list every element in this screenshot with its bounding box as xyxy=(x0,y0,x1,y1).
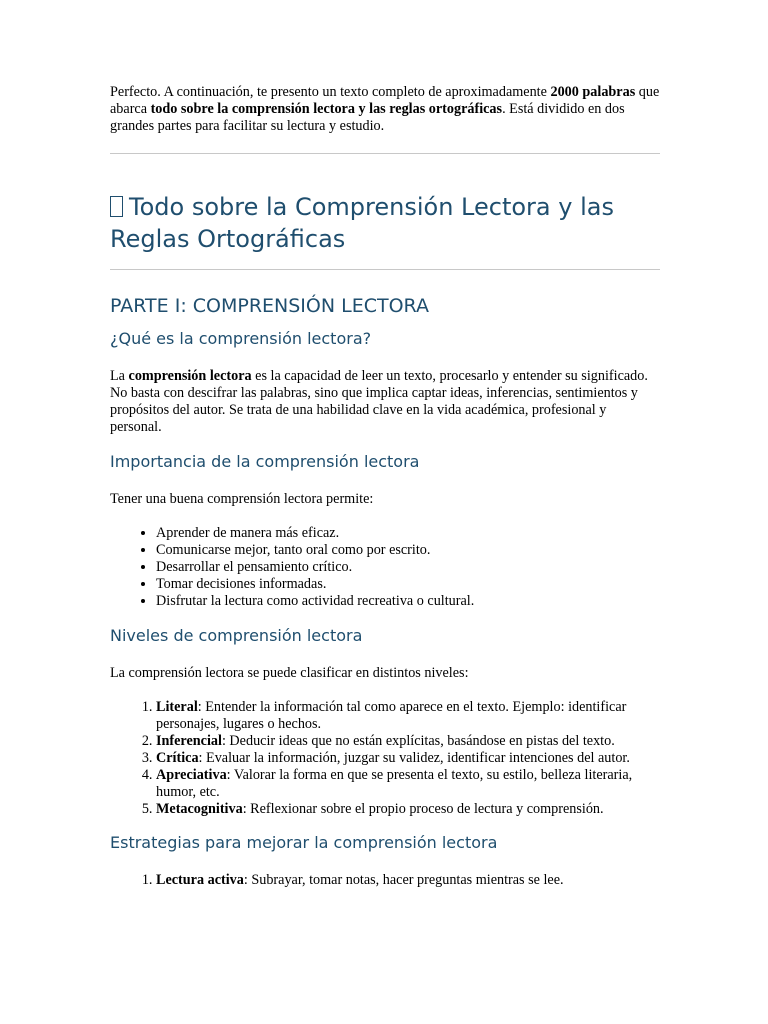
paragraph-bold-term: comprensión lectora xyxy=(128,368,252,384)
list-item xyxy=(156,801,660,818)
intro-text: . Está dividido en dos grandes partes para facilitar su lectura y estudio. xyxy=(110,101,625,134)
list-item-desc: : Deducir ideas que no están explícitas, basándose en pistas del texto. xyxy=(221,733,615,749)
list-item xyxy=(156,767,660,801)
section-heading-niveles: Niveles de comprensión lectora xyxy=(110,626,363,645)
list-item: • Disfrutar la lectura como actividad recreativa o cultural. xyxy=(156,593,660,610)
list-item: • Tomar decisiones informadas. xyxy=(156,576,660,593)
intro-paragraph xyxy=(110,84,660,135)
list-item xyxy=(156,699,660,733)
section-heading-estrategias: Estrategias para mejorar la comprensión lectora xyxy=(110,833,498,852)
divider xyxy=(110,269,660,270)
list-item-desc: : Valorar la forma en que se presenta el texto, su estilo, belleza literaria, humor, etc. xyxy=(156,767,633,800)
importancia-list xyxy=(110,525,660,610)
part-heading: PARTE I: COMPRENSIÓN LECTORA xyxy=(110,295,429,317)
importancia-intro: Tener una buena comprensión lectora permite: xyxy=(110,491,374,507)
list-item-desc: : Entender la información tal como aparece en el texto. Ejemplo: identificar personajes, lugares o hechos. xyxy=(156,699,627,732)
list-item xyxy=(156,750,660,767)
paragraph-text: es la capacidad de leer un texto, procesarlo y entender su significado. No basta con descifrar las palabras, sino que implica captar ideas, inferencias, sentimientos y propósitos del autor. Se trata de una habilidad clave en la vida académica, profesional y personal. xyxy=(110,368,648,435)
intro-text: que abarca xyxy=(110,84,660,117)
list-item xyxy=(156,872,660,889)
document-title xyxy=(110,191,660,255)
list-item-term: Literal xyxy=(156,699,198,715)
list-item: • Aprender de manera más eficaz. xyxy=(156,525,660,542)
niveles-list xyxy=(110,699,660,818)
intro-bold-words: 2000 palabras xyxy=(550,84,636,100)
missing-glyph-icon xyxy=(110,196,123,217)
intro-text: Perfecto. A continuación, te presento un texto completo de aproximadamente xyxy=(110,84,551,100)
section-heading-importancia: Importancia de la comprensión lectora xyxy=(110,452,420,471)
list-item-desc: : Subrayar, tomar notas, hacer preguntas mientras se lee. xyxy=(243,872,564,888)
niveles-intro: La comprensión lectora se puede clasificar en distintos niveles: xyxy=(110,665,469,681)
list-item-term: Apreciativa xyxy=(156,767,227,783)
estrategias-list xyxy=(110,872,660,889)
list-item-term: Crítica xyxy=(156,750,199,766)
paragraph-text: La xyxy=(110,368,129,384)
list-item-desc: : Reflexionar sobre el propio proceso de lectura y comprensión. xyxy=(242,801,604,817)
divider xyxy=(110,153,660,154)
list-item-desc: : Evaluar la información, juzgar su validez, identificar intenciones del autor. xyxy=(198,750,630,766)
list-item-term: Lectura activa xyxy=(156,872,244,888)
list-item: • Comunicarse mejor, tanto oral como por escrito. xyxy=(156,542,660,559)
list-item xyxy=(156,733,660,750)
document-title-text: Todo sobre la Comprensión Lectora y las Reglas Ortográficas xyxy=(110,193,614,253)
list-item: • Desarrollar el pensamiento crítico. xyxy=(156,559,660,576)
que-es-paragraph xyxy=(110,368,660,436)
intro-bold-topic: todo sobre la comprensión lectora y las reglas ortográficas xyxy=(150,101,503,117)
section-heading-que-es: ¿Qué es la comprensión lectora? xyxy=(110,329,372,348)
list-item-term: Metacognitiva xyxy=(156,801,243,817)
list-item-term: Inferencial xyxy=(156,733,222,749)
document-content xyxy=(110,84,660,889)
